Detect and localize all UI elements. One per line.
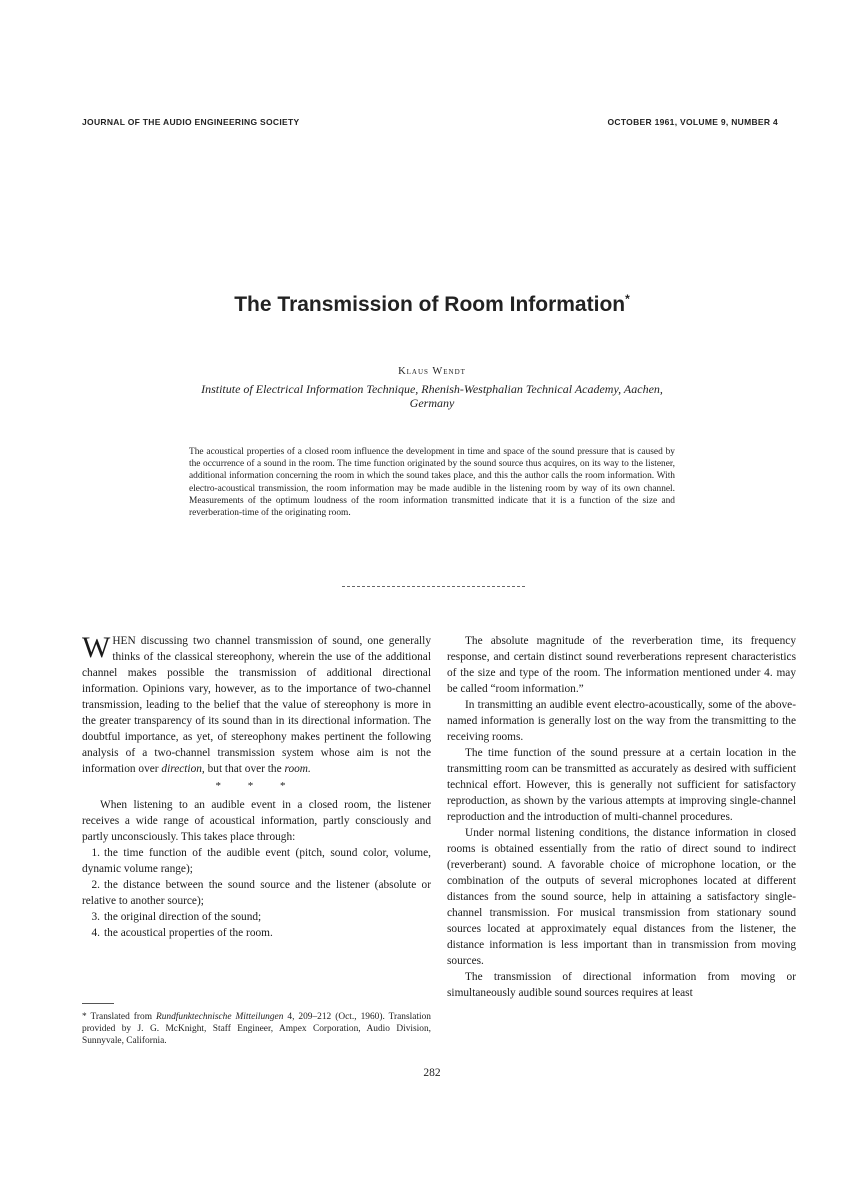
drop-cap: W — [82, 631, 111, 664]
listening-paragraph: When listening to an audible event in a closed room, the listener receives a wide range of acoustical information, partly consciously and partly unconsciously. This takes place through: — [82, 799, 431, 843]
list-number: 4. — [91, 927, 100, 939]
body-paragraph: The time function of the sound pressure at a certain location in the transmitting room can be transmitted as accurately as desired with sufficient technical effort. However, this is generally not sufficient for satisfactory reproduction, as shown by the various attempts at improving single-channel reproduction and the introduction of multi-channel procedures. — [447, 747, 796, 823]
journal-header: JOURNAL OF THE AUDIO ENGINEERING SOCIETY — [82, 117, 300, 127]
list-text: the time function of the audible event (pitch, sound color, volume, dynamic volume range); — [82, 847, 431, 875]
body-paragraph: In transmitting an audible event electro-acoustically, some of the above-named information is generally lost on the way from the transmitting to the receiving rooms. — [447, 699, 796, 743]
title-text: The Transmission of Room Information — [234, 293, 626, 316]
author-name: Klaus Wendt — [398, 366, 466, 377]
footnote-rule — [82, 1003, 114, 1004]
list-text: the acoustical properties of the room. — [104, 927, 273, 939]
list-item — [82, 845, 431, 877]
page-number: 282 — [423, 1067, 441, 1079]
intro-emphasis-direction: direction, — [161, 763, 205, 775]
footnote-pre: Translated from — [90, 1012, 156, 1022]
issue-header: OCTOBER 1961, VOLUME 9, NUMBER 4 — [607, 117, 778, 127]
footnote-mark: * — [82, 1012, 87, 1022]
section-divider — [342, 586, 525, 587]
intro-text: HEN discussing two channel transmission of sound, one generally thinks of the classical stereophony, wherein the use of the additional channel makes possible the transmission of additional directional information. Opinions vary, however, as to the importance of two-channel transmission, leading to the belief that the value of stereophony is more in the greater transparency of its sound than in its directional information. The doubtful importance, as yet, of stereophony makes pertinent the following analysis of a two-channel transmission system whose aim is not the information over — [82, 635, 431, 775]
article-title — [0, 292, 864, 317]
list-number: 2. — [91, 879, 100, 891]
abstract: The acoustical properties of a closed room influence the development in time and space of the sound pressure that is caused by the occurrence of a sound in the room. The time function originated by the sound source thus acquires, on its way to the listener, additional information concerning the room in which the sound takes place, and this the author calls the room information. With electro-acoustical transmission, the room information may be made audible in the listening room by way of its own channel. Measurements of the optimum loudness of the room information transmitted indicate that it is a function of the size and reverberation-time of the originating room. — [189, 447, 675, 519]
intro-emphasis-room: room. — [284, 763, 311, 775]
intro-paragraph — [82, 633, 431, 777]
body-paragraph: The absolute magnitude of the reverberation time, its frequency response, and certain distinct sound reverberations represent characteristics of the size and type of the room. The information mentioned under 4. may be called “room information.” — [447, 635, 796, 695]
title-footnote-mark: * — [625, 292, 630, 306]
list-item — [82, 909, 431, 925]
footnote-post: 4, 209–212 (Oct., 1960). Translation provided by J. G. McKnight, Staff Engineer, Ampex Corporation, Audio Division, Sunnyvale, California. — [82, 1012, 431, 1046]
right-column — [447, 633, 796, 1001]
left-column — [82, 633, 431, 941]
intro-text-mid: but that over the — [204, 763, 285, 775]
footnote-source: Rundfunktechnische Mitteilungen — [156, 1012, 284, 1022]
body-paragraph: Under normal listening conditions, the distance information in closed rooms is obtained essentially from the ratio of direct sound to indirect (reverberant) sound. A favorable choice of microphone location, or the combination of the outputs of several microphones located at different distances from the sound source, help in attaining a satisfactory single-channel transmission. For musical transmission from stationary sound sources located at approximately equal distances from the listener, the distance information is less important than in transmission from moving sources. — [447, 827, 796, 967]
section-separator: * * * — [215, 780, 298, 792]
list-item — [82, 925, 431, 941]
list-item — [82, 877, 431, 909]
body-paragraph: The transmission of directional information from moving or simultaneously audible sound sources requires at least — [447, 971, 796, 999]
footnote — [82, 1011, 431, 1047]
list-number: 1. — [91, 847, 100, 859]
list-text: the distance between the sound source and the listener (absolute or relative to another source); — [82, 879, 431, 907]
list-text: the original direction of the sound; — [104, 911, 262, 923]
list-number: 3. — [91, 911, 100, 923]
author-affiliation: Institute of Electrical Information Technique, Rhenish-Westphalian Technical Academy, Aachen, Germany — [201, 382, 663, 410]
